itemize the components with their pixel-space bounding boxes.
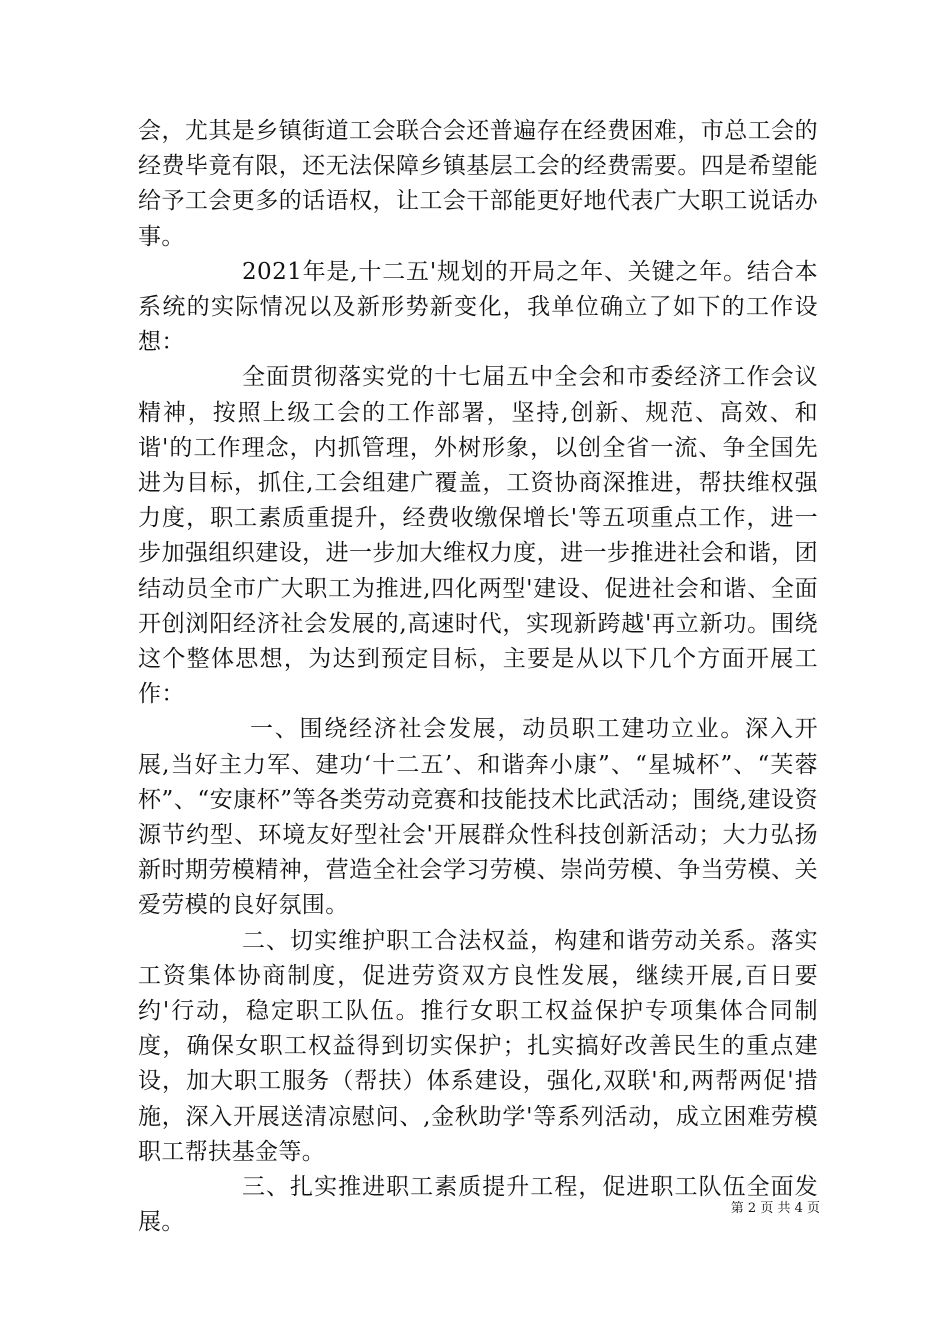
paragraph-item-two: 二、切实维护职工合法权益，构建和谐劳动关系。落实工资集体协商制度，促进劳资双方良性发展，继续开展,百日要约'行动，稳定职工队伍。推行女职工权益保护专项集体合同制度，确保女职工权益得到切实保护；扎实搞好改善民生的重点建设，加大职工服务（帮扶）体系建设，强化,双联'和,两帮两促'措施，深入开展送清凉慰问、,金秋助学'等系列活动，成立困难劳模职工帮扶基金等。 [138, 927, 818, 1165]
page-number-footer: 第 2 页 共 4 页 [730, 1201, 820, 1216]
paragraph-overall-guideline: 全面贯彻落实党的十七届五中全会和市委经济工作会议精神，按照上级工会的工作部署，坚持,创新、规范、高效、和谐'的工作理念，内抓管理，外树形象，以创全省一流、争全国先进为目标，抓住,工会组建广覆盖，工资协商深推进，帮扶维权强力度，职工素质重提升，经费收缴保增长'等五项重点工作，进一步加强组织建设，进一步加大维权力度，进一步推进社会和谐，团结动员全市广大职工为推进,四化两型'建设、促进社会和谐、全面开创浏阳经济社会发展的,高速时代，实现新跨越'再立新功。围绕这个整体思想，为达到预定目标，主要是从以下几个方面开展工作： [138, 364, 818, 708]
paragraph-continuation: 会，尤其是乡镇街道工会联合会还普遍存在经费困难，市总工会的经费毕竟有限，还无法保障乡镇基层工会的经费需要。四是希望能给予工会更多的话语权，让工会干部能更好地代表广大职工说话办事。 [138, 118, 818, 250]
paragraph-item-three: 三、扎实推进职工素质提升工程，促进职工队伍全面发展。 [138, 1174, 818, 1236]
paragraph-year-plan: 2021年是,十二五'规划的开局之年、关键之年。结合本系统的实际情况以及新形势新变化，我单位确立了如下的工作设想： [138, 258, 818, 356]
paragraph-item-one: 一、围绕经济社会发展，动员职工建功立业。深入开展,当好主力军、建功‘十二五’、和谐奔小康”、“星城杯”、“芙蓉杯”、“安康杯”等各类劳动竞赛和技能技术比武活动；围绕,建设资源节约型、环境友好型社会'开展群众性科技创新活动；大力弘扬新时期劳模精神，营造全社会学习劳模、崇尚劳模、争当劳模、关爱劳模的良好氛围。 [138, 716, 818, 919]
document-body [138, 114, 818, 1241]
